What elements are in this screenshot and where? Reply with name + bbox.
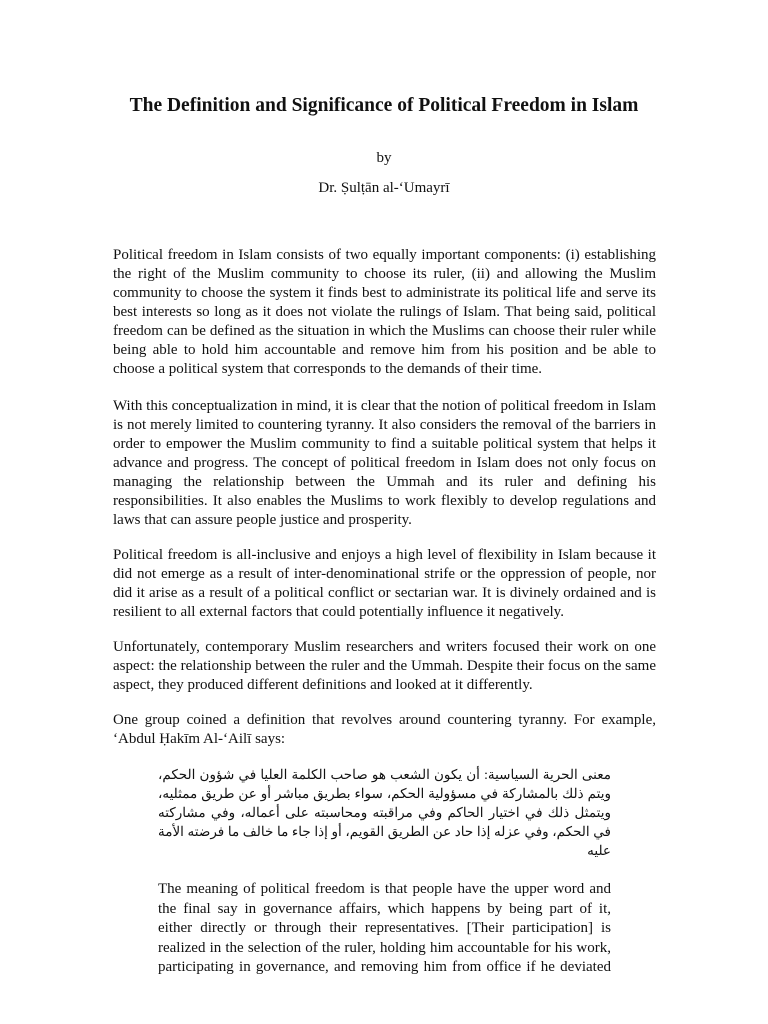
paragraph-3: Political freedom is all-inclusive and enjoys a high level of flexibility in Islam because it did not emerge as a result of inter-denominational strife or the oppression of people, nor did it arise as a result of a political conflict or sectarian war. It is divinely ordained and is resilient to all external factors that could potentially influence it negatively. (113, 547, 656, 620)
document-title: The Definition and Significance of Political Freedom in Islam (129, 95, 639, 116)
paragraph-5: One group coined a definition that revolves around countering tyranny. For example, ‘Abdul Ḥakīm Al-‘Ailī says: (113, 712, 656, 747)
document-body (113, 246, 656, 978)
author-name: Dr. Ṣulṭān al-‘Umayrī (318, 180, 450, 196)
english-quote: The meaning of political freedom is that people have the upper word and the final say in governance affairs, which happens by being part of it, either directly or through their representatives. [Their participation] is realized in the selection of the ruler, holding him accountable for his work, participating in governance, and removing him from office if he deviated (158, 881, 611, 975)
paragraph-1: Political freedom in Islam consists of two equally important components: (i) establishing the right of the Muslim community to choose its ruler, (ii) and allowing the Muslim community to choose the system it finds best to administrate its political life and serve its best interests so long as it does not violate the rulings of Islam. That being said, political freedom can be defined as the situation in which the Muslims can choose their ruler while being able to hold him accountable and remove him from his position and be able to choose a political system that corresponds to the demands of their time. (113, 247, 656, 377)
paragraph-4: Unfortunately, contemporary Muslim researchers and writers focused their work on one aspect: the relationship between the ruler and the Ummah. Despite their focus on the same aspect, they produced different definitions and looked at it differently. (113, 639, 656, 693)
byline-by: by (376, 150, 392, 166)
paragraph-2: With this conceptualization in mind, it is clear that the notion of political freedom in Islam is not merely limited to countering tyranny. It also considers the removal of the barriers in order to empower the Muslim community to find a suitable political system that helps it advance and progress. The concept of political freedom in Islam does not only focus on managing the relationship between the Ummah and its ruler and defining his responsibilities. It also enables the Muslims to work flexibly to develop regulations and laws that can assure people justice and prosperity. (113, 398, 656, 528)
arabic-quote: معنى الحرية السياسية: أن يكون الشعب هو صاحب الكلمة العليا في شؤون الحكم، ويتم ذلك بالمشاركة في مسؤولية الحكم، سواء بطريق مباشر أو عن طريق ممثليه، ويتمثل ذلك في اختيار الحاكم وفي مراقبته ومحاسبته على أعماله، وفي مشاركته في الحكم، وفي عزله إذا حاد عن الطريق القويم، أو إذا جاء ما خالف ما فرضته الأمة عليه (158, 767, 611, 858)
